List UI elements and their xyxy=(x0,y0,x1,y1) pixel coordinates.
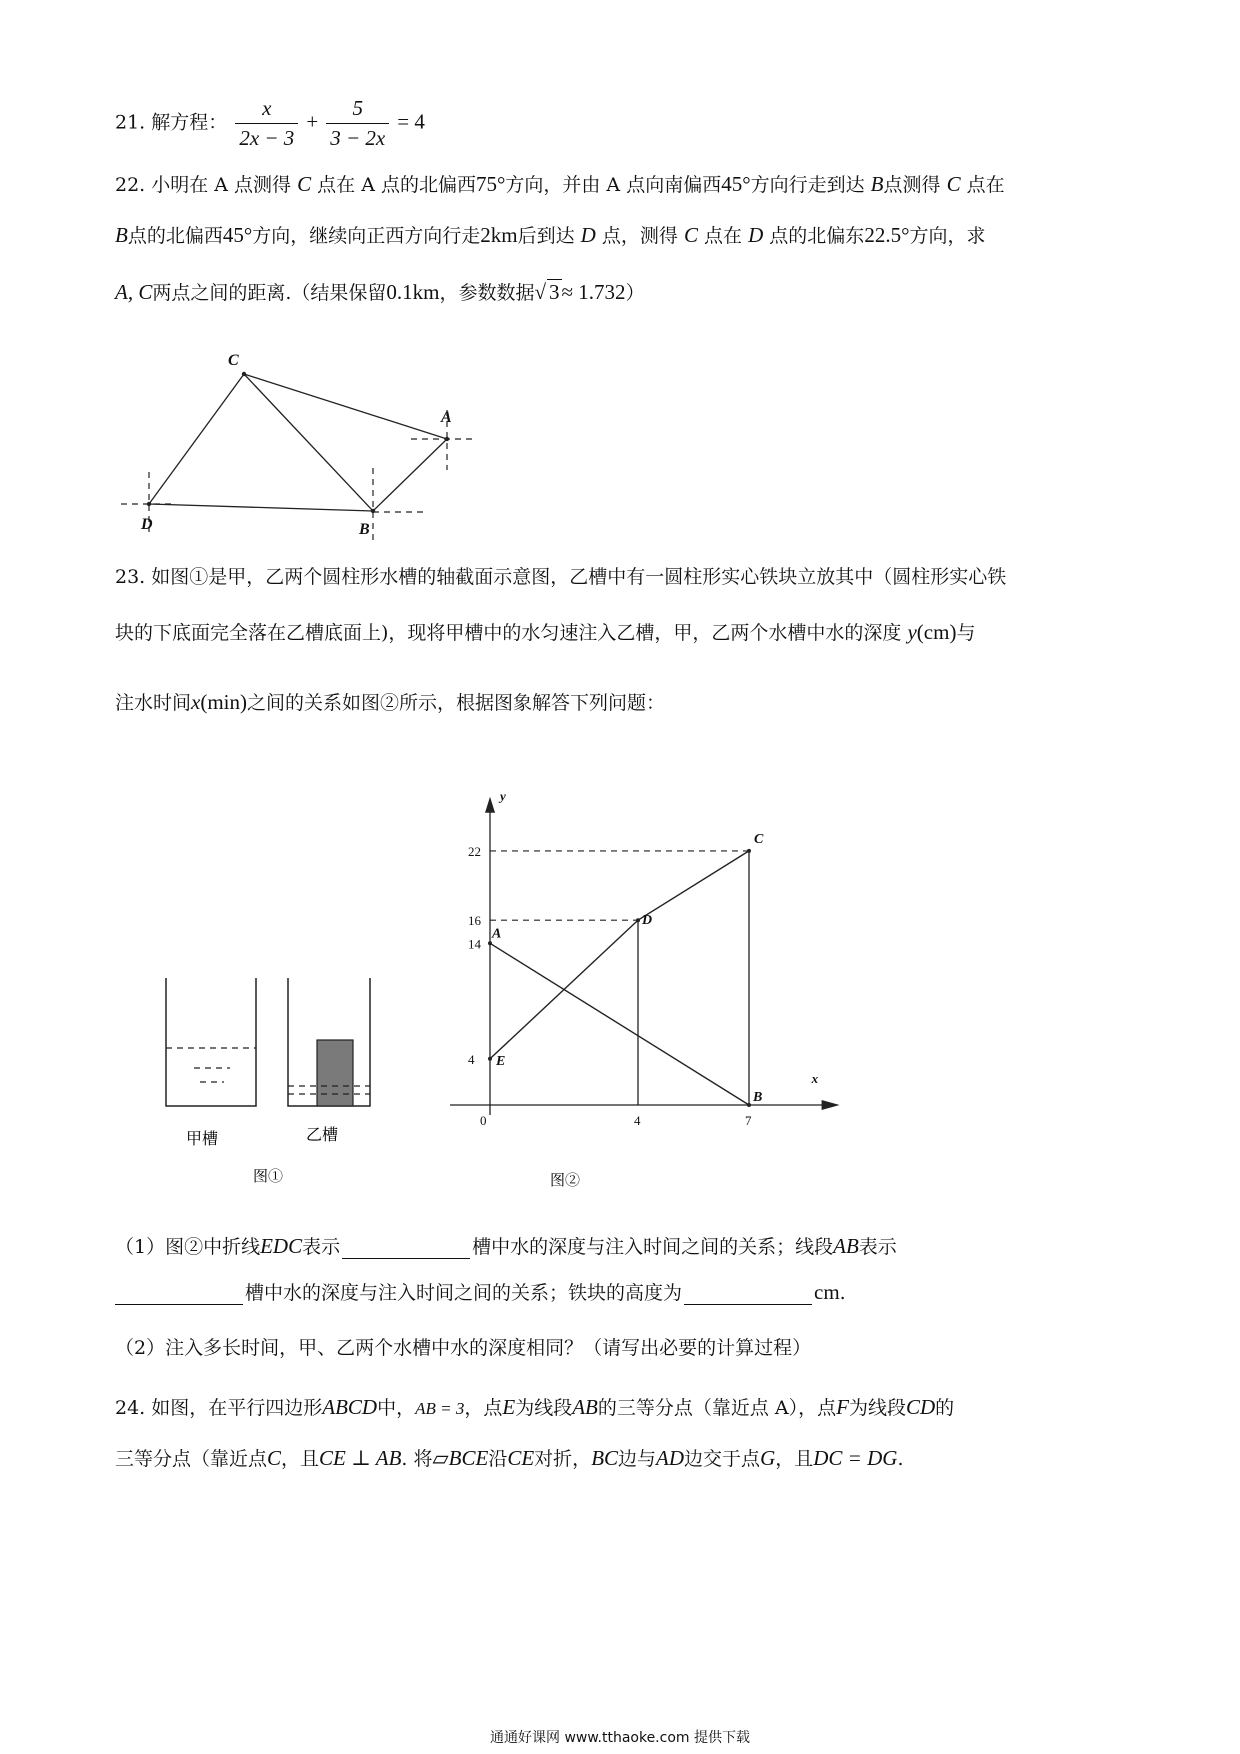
answer-blank-3[interactable] xyxy=(684,1286,812,1305)
y-tick-4: 4 xyxy=(468,1051,475,1067)
label-d: D xyxy=(642,913,653,929)
label-a: A xyxy=(492,926,502,942)
tank-b-label: 乙槽 xyxy=(306,1127,339,1144)
point-label-b: B xyxy=(359,521,370,538)
y-tick-22: 22 xyxy=(468,843,481,859)
depth-time-graph xyxy=(460,750,819,1200)
q23-line-3: 注水时间x(min)之间的关系如图②所示，根据图象解答下列问题： xyxy=(115,690,666,714)
page-footer: 通通好课网 www.tthaoke.com 提供下载 xyxy=(490,1730,750,1746)
q22-line-2: B点的北偏西45°方向，继续向正西方向行走2km后到达 D 点，测得 C 点在 D 点的北偏东22.5°方向，求 xyxy=(115,223,986,247)
point-label-d: D xyxy=(141,516,153,533)
q23-part-2: （2）注入多长时间，甲、乙两个水槽中水的深度相同？（请写出必要的计算过程） xyxy=(115,1337,812,1359)
q23-part-1-line-1: （1）图②中折线EDC表示 槽中水的深度与注入时间之间的关系；线段AB表示 xyxy=(115,1234,897,1258)
point-label-c: C xyxy=(228,352,239,369)
q23-part-1-line-2: 槽中水的深度与注入时间之间的关系；铁块的高度为 cm. xyxy=(115,1278,846,1305)
fig2-caption: 图② xyxy=(550,1173,581,1189)
fraction-2: $\frac{5}{3 - 2x}$ xyxy=(326,96,389,151)
q21-line: 21. 解方程： $\frac{x}{2x - 3}$ + $\frac{5}{3 - 2x}$ = 4 xyxy=(115,96,425,150)
q22-line-3: A, C两点之间的距离.（结果保留0.1km，参数数据√ 3≈ 1.732） xyxy=(115,280,645,304)
answer-blank-2[interactable] xyxy=(115,1286,243,1305)
point-c xyxy=(747,849,751,853)
q23-line-2: 块的下底面完全落在乙槽底面上)，现将甲槽中的水匀速注入乙槽，甲，乙两个水槽中水的深度 y(cm)与 xyxy=(115,620,976,644)
point-label-a: A xyxy=(441,409,452,426)
answer-blank-1[interactable] xyxy=(342,1240,470,1259)
point-b xyxy=(747,1103,751,1107)
series-ab xyxy=(490,943,749,1105)
x-axis-arrow xyxy=(822,1100,840,1110)
point-e xyxy=(488,1057,492,1061)
fig1-caption: 图① xyxy=(253,1169,284,1185)
label-c: C xyxy=(754,831,764,847)
x-axis-label: x xyxy=(811,1071,819,1086)
label-b: B xyxy=(753,1090,763,1105)
q24-line-1: 24. 如图，在平行四边形ABCD中，AB = 3，点E为线段AB的三等分点（靠近点 A），点F为线段CD的 xyxy=(115,1395,955,1419)
label-e: E xyxy=(496,1053,506,1069)
q22-line-1: 22. 小明在 A 点测得 C 点在 A 点的北偏西75°方向，并由 A 点向南偏西45°方向行走到达 B点测得 C 点在 xyxy=(115,172,1005,196)
y-tick-16: 16 xyxy=(468,913,481,929)
x-tick-7: 7 xyxy=(745,1113,752,1128)
fraction-1: $\frac{x}{2x - 3}$ xyxy=(235,96,298,151)
q23-line-1: 23. 如图①是甲，乙两个圆柱形水槽的轴截面示意图，乙槽中有一圆柱形实心铁块立放其中（圆柱形实心铁 xyxy=(115,566,1007,588)
q22-figure xyxy=(115,340,495,540)
y-axis-arrow xyxy=(485,797,495,813)
point-a xyxy=(488,941,492,945)
iron-block xyxy=(317,1040,353,1106)
tanks-figure xyxy=(150,970,410,1195)
tank-a-label: 甲槽 xyxy=(186,1131,219,1148)
x-tick-4: 4 xyxy=(634,1113,641,1128)
series-edc xyxy=(490,851,749,1059)
q24-line-2: 三等分点（靠近点C，且CE ⊥ AB. 将▱BCE沿CE对折，BC边与AD边交于点G，且DC = DG. xyxy=(115,1446,904,1470)
origin-label: 0 xyxy=(480,1113,487,1128)
y-axis-label: y xyxy=(500,788,506,804)
point-d xyxy=(636,918,640,922)
y-tick-14: 14 xyxy=(468,936,481,952)
